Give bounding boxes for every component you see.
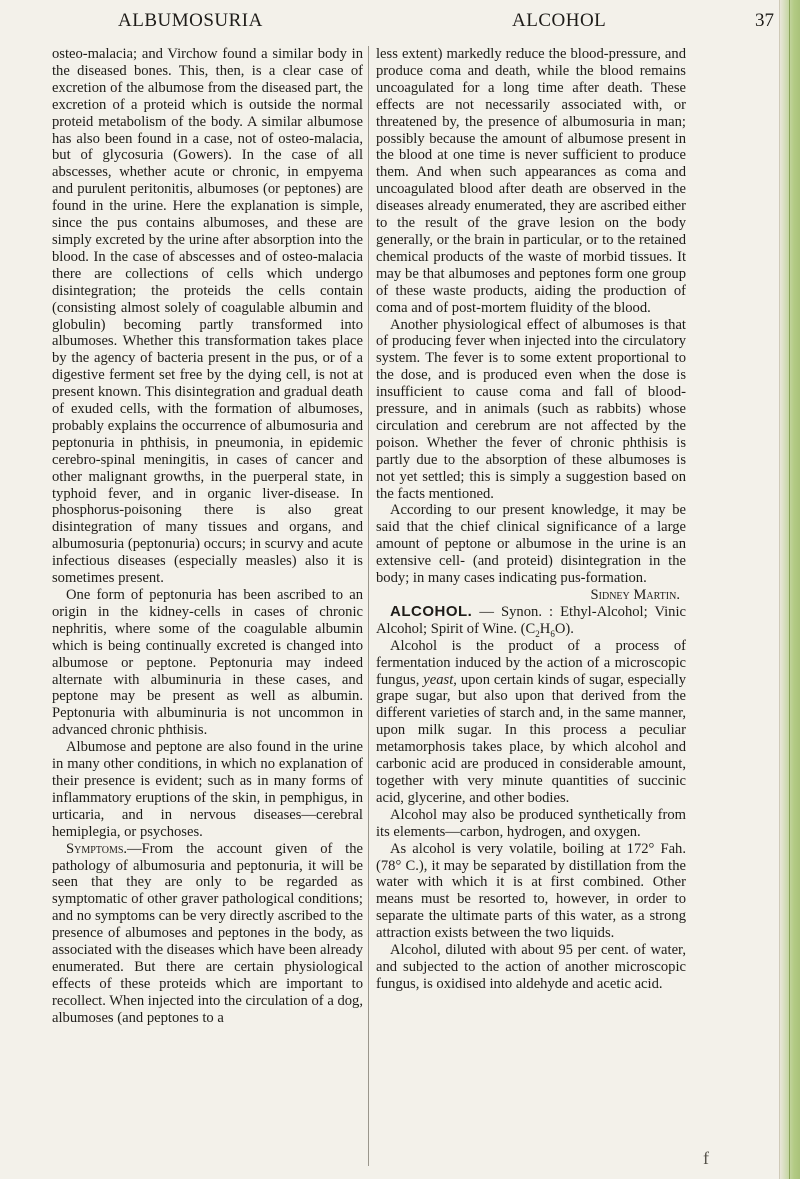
right-column — [376, 46, 686, 1166]
paragraph: According to our present knowledge, it may be said that the chief clinical significance of a large amount of peptone or albumose in the urine is an extensive cell- (and proteid) disintegration in the body; in many cases indicating pus-formation. — [376, 502, 686, 587]
section-label: Symptoms. — [66, 840, 128, 857]
formula-subscript: 6 — [550, 628, 555, 639]
paragraph: less extent) markedly reduce the blood-pressure, and produce coma and death, while the blood remains uncoagulated for a long time after death. These effects are not necessarily associated with, or threatened by, the presence of albumosuria in man; possibly because the amount of albumose present in the blood at one time is never sufficient to produce them. And when such appearances as coma and uncoagulated blood after death are observed in the diseases already enumerated, they are ascribed either to the result of the grave lesion on the body generally, or the brain in particular, or to the retained chemical products of the waste of morbid tissues. It may be that albumoses and peptones form one group of these waste products, aiding the production of coma and of post-mortem fluidity of the blood. — [376, 46, 686, 316]
paragraph: Another physiological effect of albumoses is that of producing fever when injected into the circulatory system. The fever is to some extent proportional to the dose, and is produced even when the dose is insufficient to cause coma and fall of blood-pressure, and in animals (such as rabbits) whose circulation and cerebrum are not affected by the poison. Whether the fever of chronic phthisis is partly due to the absorption of these albumoses is not yet settled; this is simply a suggestion based on the facts mentioned. — [376, 316, 686, 502]
running-head-left: ALBUMOSURIA — [118, 10, 263, 31]
entry-heading — [376, 604, 686, 638]
symptoms-paragraph — [52, 841, 363, 1027]
running-header — [0, 10, 800, 40]
column-divider — [368, 46, 369, 1166]
paragraph: Alcohol may also be produced synthetically from its elements—carbon, hydrogen, and oxygen. — [376, 806, 686, 840]
italic-term: yeast — [423, 671, 454, 688]
page-number: 37 — [755, 10, 774, 31]
formula-subscript: 2 — [535, 628, 540, 639]
paragraph: Alcohol, diluted with about 95 per cent. of water, and subjected to the action of another microscopic fungus, is oxidised into aldehyde and acetic acid. — [376, 942, 686, 992]
entry-synonyms: — Synon. : Ethyl-Alcohol; Vinic Alcohol; Spirit of Wine. (C — [376, 603, 686, 637]
paragraph-text: , upon certain kinds of sugar, especially grape sugar, but also upon that derived from the different varieties of starch and, in the same manner, upon milk sugar. In this process a peculiar metamorphosis takes place, by which alcohol and carbonic acid are produced in considerable amount, together with very minute quantities of succinic acid, glycerine, and other bodies. — [376, 671, 686, 806]
paragraph: osteo-malacia; and Virchow found a similar body in the diseased bones. This, then, is a clear case of excretion of the albumose from the diseased part, the excretion of a proteid which is outside the normal proteid metabolism of the body. A similar albumose has also been found in a case, not of osteo-malacia, but of glycosuria (Gowers). In the case of all abscesses, whether acute or chronic, in empyema and purulent peritonitis, albumoses (or peptones) are found in the urine. Here the explanation is simple, since the pus contains albumoses, and these are simply excreted by the urine after absorption into the blood. In the case of abscesses and of osteo-malacia there are collections of cells which undergo disintegration; the proteids the cells contain (consisting almost solely of coagulable albumin and globulin) becoming partly transformed into albumoses. Whether this transformation takes place by the agency of bacteria present in the pus, or of a digestive ferment set free by the dying cell, is not at present known. This disintegration and gradual death of exuded cells, with the formation of albumoses, probably explains the occurrence of albumosuria and peptonuria in phthisis, in pneumonia, in epidemic cerebro-spinal meningitis, in cases of cancer and other malignant growths, in the puerperal state, in typhoid fever, and in organic liver-disease. In phosphorus-poisoning there is also great disintegration of many tissues and organs, and albumosuria (peptonuria) occurs; in scurvy and acute infectious diseases (especially measles) also it is sometimes present. — [52, 46, 363, 587]
paragraph-text: —From the account given of the pathology of albumosuria and peptonuria, it will be seen that they are only to be regarded as symptomatic of other graver pathological conditions; and no symptoms can be very directly ascribed to the presence of albumoses and peptones in the body, as associated with the diseases which have been already enumerated. But there are certain physiological effects of these proteids which are important to recollect. When injected into the circulation of a dog, albumoses (and peptones to a — [52, 840, 363, 1026]
running-head-right: ALCOHOL — [512, 10, 607, 31]
formula-part: H — [539, 620, 551, 637]
paragraph: As alcohol is very volatile, boiling at 172° Fah. (78° C.), it may be separated by distillation from the water with which it is at first combined. Other means must be resorted to, however, in order to separate the ultimate parts of this water, as a strong attraction exists between the two liquids. — [376, 840, 686, 942]
paragraph: One form of peptonuria has been ascribed to an origin in the kidney-cells in cases of chronic nephritis, where some of the coagulable albumin which is being continually excreted is changed into albumose or peptone. Peptonuria may indeed alternate with albuminuria in these cases, and peptone may be present as well as albumin. Peptonuria with albuminuria is not uncommon in advanced chronic phthisis. — [52, 587, 363, 739]
author-signature: Sidney Martin. — [590, 587, 680, 603]
page-edge — [779, 0, 800, 1179]
paragraph-text: Alcohol is the product of a process of fermentation induced by the action of a microscopic fungus, — [376, 637, 686, 688]
left-column — [52, 46, 363, 1166]
entry-title: ALCOHOL. — [390, 602, 473, 620]
paragraph: Albumose and peptone are also found in the urine in many other conditions, in which no explanation of their presence is evident; such as in many forms of inflammatory eruptions of the skin, in pemphigus, in urticaria, and in nervous diseases—cerebral hemiplegia, or psychoses. — [52, 739, 363, 840]
signature-mark: f — [703, 1148, 709, 1168]
formula-part: O). — [554, 620, 574, 637]
paragraph — [376, 638, 686, 807]
